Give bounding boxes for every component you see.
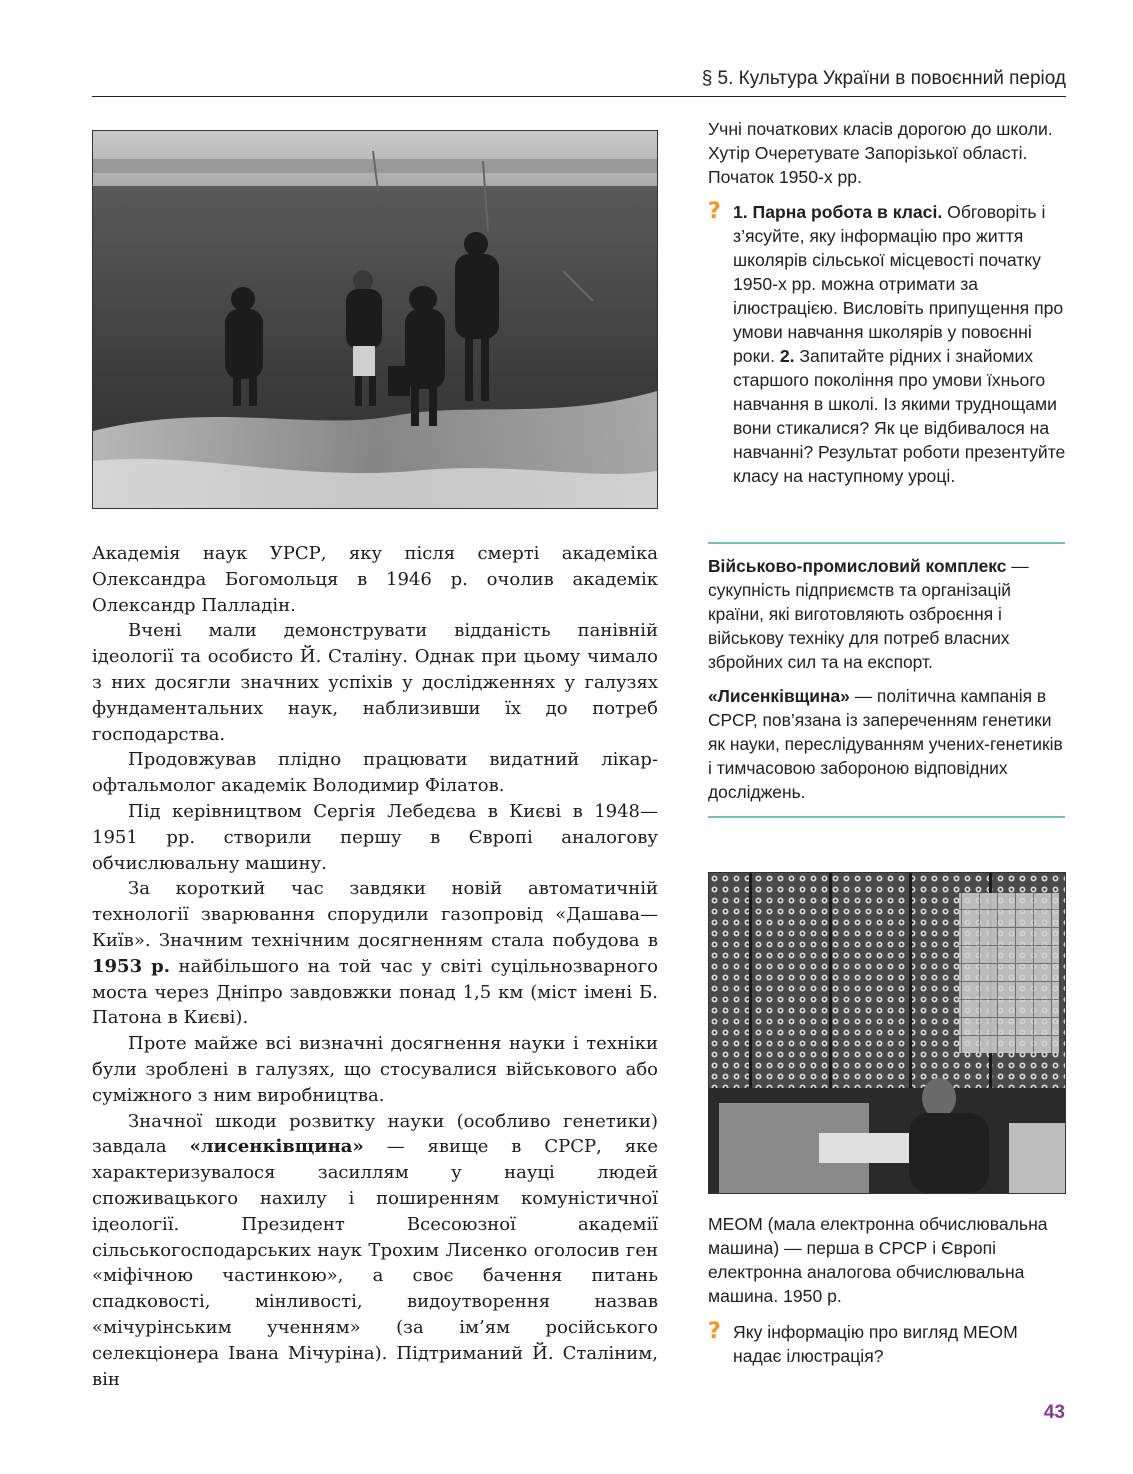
task-meom-question-text: Яку інформацію про вигляд МЕОМ надає ілюстрація? xyxy=(733,1322,1018,1366)
photo-meom-computer xyxy=(708,872,1066,1194)
page-header xyxy=(92,68,1066,97)
paragraph-welding-b: найбільшого на той час у світі суцільнозварного моста через Дніпро завдовжки понад 1,5 км (міст імені Б. Патона в Києві). xyxy=(92,955,658,1029)
paragraph-scientists: Вчені мали демонструвати відданість панівній ідеології та особисто Й. Сталіну. Однак при цьому чимало з них досягли значних успіхів у дослідженнях у галузях фундаментальних наук, наблизивши їх до потреб господарства. xyxy=(92,620,658,745)
definition-term: Військово-промисловий комплекс xyxy=(708,556,1007,576)
paragraph-lebedev: Під керівництвом Сергія Лебедєва в Києві в 1948—1951 рр. створили першу в Європі аналогову обчислювальну машину. xyxy=(92,800,658,874)
page-number: 43 xyxy=(1043,1402,1065,1423)
photo-children-image xyxy=(93,131,657,508)
paragraph-lysenko-term: «лисенківщина» xyxy=(189,1136,364,1158)
task-pair-work-text: Обговоріть і з’ясуйте, яку інформацію про життя школярів сільської місцевості початку 1950-х рр. можна отримати за ілюстрацією. Висловіть припущення про умови навчання школярів у повоєнні роки. xyxy=(733,202,1064,366)
paragraph-welding-year: 1953 р. xyxy=(92,955,171,977)
photo-children-caption: Учні початкових класів дорогою до школи. Хутір Очеретувате Запорізької області. Початок 1950-х рр. xyxy=(708,119,1053,187)
task-meom-question xyxy=(708,1320,1068,1368)
paragraph-filatov: Продовжував плідно працювати видатний лікар-офтальмолог академік Володимир Філатов. xyxy=(92,749,658,797)
paragraph-welding-a: За короткий час завдяки новій автоматичній технології зварювання спорудили газопровід «Дашава—Київ». Значним технічним досягненням стала побудова в xyxy=(92,878,658,951)
definition-term: «Лисенківщина» xyxy=(708,686,850,706)
question-mark-icon: ? xyxy=(708,199,721,224)
task-ask-relatives-text: Запитайте рідних і знайомих старшого покоління про умови їхнього навчання в школі. Із якими труднощами вони стикалися? Як це відбивалося на навчанні? Результат роботи презентуйте класу на наступному уроці. xyxy=(733,346,1066,486)
paragraph-lysenko-b: — явище в СРСР, яке характеризувалося засиллям у науці людей споживацького нахилу і поширенням комуністичної ідеології. Президент Всесоюзної академії сільськогосподарських наук Трохим Лисенко оголосив ген «міфічною частинкою», а своє бачення питань спадковості, мінливості, видоутворення назвав «мічурінським ученням» (за ім’ям російського селекціонера Івана Мічуріна). Підтриманий Й. Сталіним, він xyxy=(92,1136,658,1390)
definition-text: — сукупність підприємств та організацій країни, які виготовляють озброєння і військову техніку для потреб власних збройних сил та на експорт. xyxy=(708,556,1029,672)
photo-meom-caption: МЕОМ (мала електронна обчислювальна машина) — перша в СРСР і Європі електронна аналогова обчислювальна машина. 1950 р. xyxy=(708,1214,1048,1306)
paragraph-military: Проте майже всі визначні досягнення науки і техніки були зроблені в галузях, що стосувалися військового або суміжного з ним виробництва. xyxy=(92,1033,658,1106)
photo-children-walking xyxy=(92,130,658,509)
paragraph-welding xyxy=(92,876,658,1031)
definition-military-industrial xyxy=(708,554,1065,674)
task-pair-work xyxy=(708,200,1068,488)
main-text xyxy=(92,541,658,1392)
photo-meom-image xyxy=(709,873,1065,1193)
paragraph-lysenko-a: Значної шкоди розвитку науки (особливо генетики) завдала xyxy=(92,1110,658,1158)
paragraph-academy: Академія наук УРСР, яку після смерті академіка Олександра Богомольця в 1946 р. очолив академік Олександр Палладін. xyxy=(92,543,658,616)
definitions-box xyxy=(708,542,1065,818)
paragraph-lysenko xyxy=(92,1109,658,1393)
definition-text: — політична кампанія в СРСР, пов’язана із запереченням генетики як науки, переслідуванням учених-генетиків і тимчасовою забороною відповідних досліджень. xyxy=(708,686,1063,802)
task-pair-work-label: 1. Парна робота в класі. xyxy=(733,202,943,222)
header-title: § 5. Культура України в повоєнний період xyxy=(701,68,1066,89)
question-mark-icon: ? xyxy=(708,1319,721,1344)
task-ask-relatives-label: 2. xyxy=(774,346,795,366)
definition-lysenkoism xyxy=(708,684,1065,804)
